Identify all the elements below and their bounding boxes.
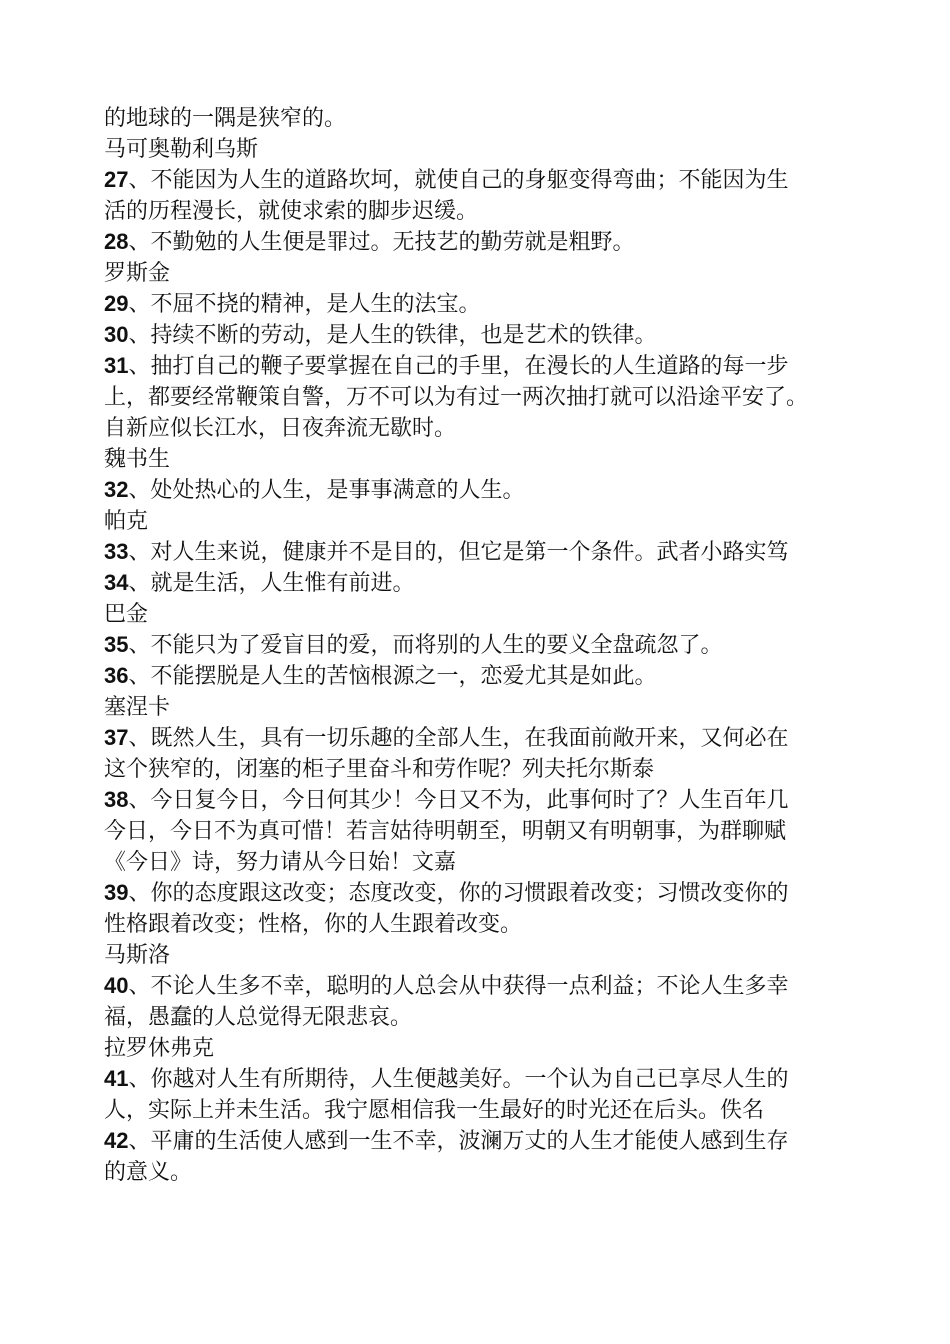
- quote-number: 29: [104, 291, 129, 316]
- quote-line: [104, 629, 904, 660]
- quote-line: [104, 319, 904, 350]
- line-text: 塞涅卡: [104, 695, 171, 720]
- quote-number: 35: [104, 632, 129, 657]
- line-text: 、就是生活，人生惟有前进。: [128, 571, 415, 596]
- quote-number: 36: [104, 663, 129, 688]
- text-line: [104, 1094, 904, 1125]
- line-text: 自新应似长江水，日夜奔流无歇时。: [104, 416, 457, 441]
- line-text: 、你越对人生有所期待，人生便越美好。一个认为自己已享尽人生的: [128, 1067, 789, 1092]
- line-text: 、不能因为人生的道路坎坷，就使自己的身躯变得弯曲；不能因为生: [128, 168, 789, 193]
- text-line: [104, 1001, 904, 1032]
- line-text: 、平庸的生活使人感到一生不幸，波澜万丈的人生才能使人感到生存: [128, 1129, 789, 1154]
- line-text: 马可奥勒利乌斯: [104, 137, 259, 162]
- quote-number: 27: [104, 167, 129, 192]
- text-line: [104, 846, 904, 877]
- line-text: 、不勤勉的人生便是罪过。无技艺的勤劳就是粗野。: [128, 230, 635, 255]
- line-text: 拉罗休弗克: [104, 1036, 215, 1061]
- line-text: 、处处热心的人生，是事事满意的人生。: [128, 478, 525, 503]
- quote-number: 34: [104, 570, 129, 595]
- line-text: 、抽打自己的鞭子要掌握在自己的手里，在漫长的人生道路的每一步: [128, 354, 789, 379]
- line-text: 、不能摆脱是人生的苦恼根源之一，恋爱尤其是如此。: [128, 664, 657, 689]
- quote-number: 31: [104, 353, 129, 378]
- quote-line: [104, 1125, 904, 1156]
- line-text: 、既然人生，具有一切乐趣的全部人生，在我面前敞开来，又何必在: [128, 726, 789, 751]
- quote-line: [104, 536, 904, 567]
- quote-number: 37: [104, 725, 129, 750]
- quote-number: 41: [104, 1066, 129, 1091]
- text-line: [104, 381, 904, 412]
- line-text: 魏书生: [104, 447, 171, 472]
- text-line: [104, 412, 904, 443]
- line-text: 上，都要经常鞭策自警，万不可以为有过一两次抽打就可以沿途平安了。: [104, 385, 809, 410]
- quote-line: [104, 970, 904, 1001]
- text-line: [104, 195, 904, 226]
- line-text: 、对人生来说，健康并不是目的，但它是第一个条件。武者小路实笃: [128, 540, 789, 565]
- line-text: 福，愚蠢的人总觉得无限悲哀。: [104, 1005, 413, 1030]
- quote-line: [104, 1063, 904, 1094]
- line-text: 罗斯金: [104, 261, 171, 286]
- quote-line: [104, 164, 904, 195]
- line-text: 今日，今日不为真可惜！若言姑待明朝至，明朝又有明朝事，为群聊赋: [104, 819, 787, 844]
- line-text: 、不论人生多不幸，聪明的人总会从中获得一点利益；不论人生多幸: [128, 974, 789, 999]
- quote-line: [104, 660, 904, 691]
- author-line: [104, 939, 904, 970]
- line-text: 、今日复今日，今日何其少！今日又不为，此事何时了？人生百年几: [128, 788, 789, 813]
- line-text: 、你的态度跟这改变；态度改变，你的习惯跟着改变；习惯改变你的: [128, 881, 789, 906]
- author-line: [104, 598, 904, 629]
- text-line: [104, 908, 904, 939]
- line-text: 的意义。: [104, 1160, 193, 1185]
- quote-number: 28: [104, 229, 129, 254]
- author-line: [104, 133, 904, 164]
- quote-number: 40: [104, 973, 129, 998]
- text-line: [104, 815, 904, 846]
- line-text: 、持续不断的劳动，是人生的铁律，也是艺术的铁律。: [128, 323, 657, 348]
- quote-line: [104, 474, 904, 505]
- author-line: [104, 505, 904, 536]
- author-line: [104, 691, 904, 722]
- line-text: 性格跟着改变；性格，你的人生跟着改变。: [104, 912, 523, 937]
- line-text: 、不能只为了爱盲目的爱，而将别的人生的要义全盘疏忽了。: [128, 633, 723, 658]
- quote-line: [104, 567, 904, 598]
- text-line: [104, 1156, 904, 1187]
- quote-line: [104, 722, 904, 753]
- quote-number: 42: [104, 1128, 129, 1153]
- line-text: 这个狭窄的，闭塞的柜子里奋斗和劳作呢？列夫托尔斯泰: [104, 757, 655, 782]
- quote-number: 33: [104, 539, 129, 564]
- text-line: [104, 102, 904, 133]
- line-text: 活的历程漫长，就使求索的脚步迟缓。: [104, 199, 479, 224]
- quote-number: 32: [104, 477, 129, 502]
- document-page: [104, 102, 904, 1187]
- quote-line: [104, 226, 904, 257]
- quote-number: 30: [104, 322, 129, 347]
- line-text: 帕克: [104, 509, 149, 534]
- line-text: 、不屈不挠的精神，是人生的法宝。: [128, 292, 481, 317]
- author-line: [104, 443, 904, 474]
- line-text: 《今日》诗，努力请从今日始！文嘉: [104, 850, 457, 875]
- quote-line: [104, 350, 904, 381]
- author-line: [104, 257, 904, 288]
- line-text: 马斯洛: [104, 943, 171, 968]
- quote-number: 38: [104, 787, 129, 812]
- line-text: 巴金: [104, 602, 149, 627]
- quote-line: [104, 288, 904, 319]
- line-text: 人，实际上并未生活。我宁愿相信我一生最好的时光还在后头。佚名: [104, 1098, 765, 1123]
- quote-line: [104, 877, 904, 908]
- line-text: 的地球的一隅是狭窄的。: [104, 106, 347, 131]
- quote-number: 39: [104, 880, 129, 905]
- author-line: [104, 1032, 904, 1063]
- quote-line: [104, 784, 904, 815]
- text-line: [104, 753, 904, 784]
